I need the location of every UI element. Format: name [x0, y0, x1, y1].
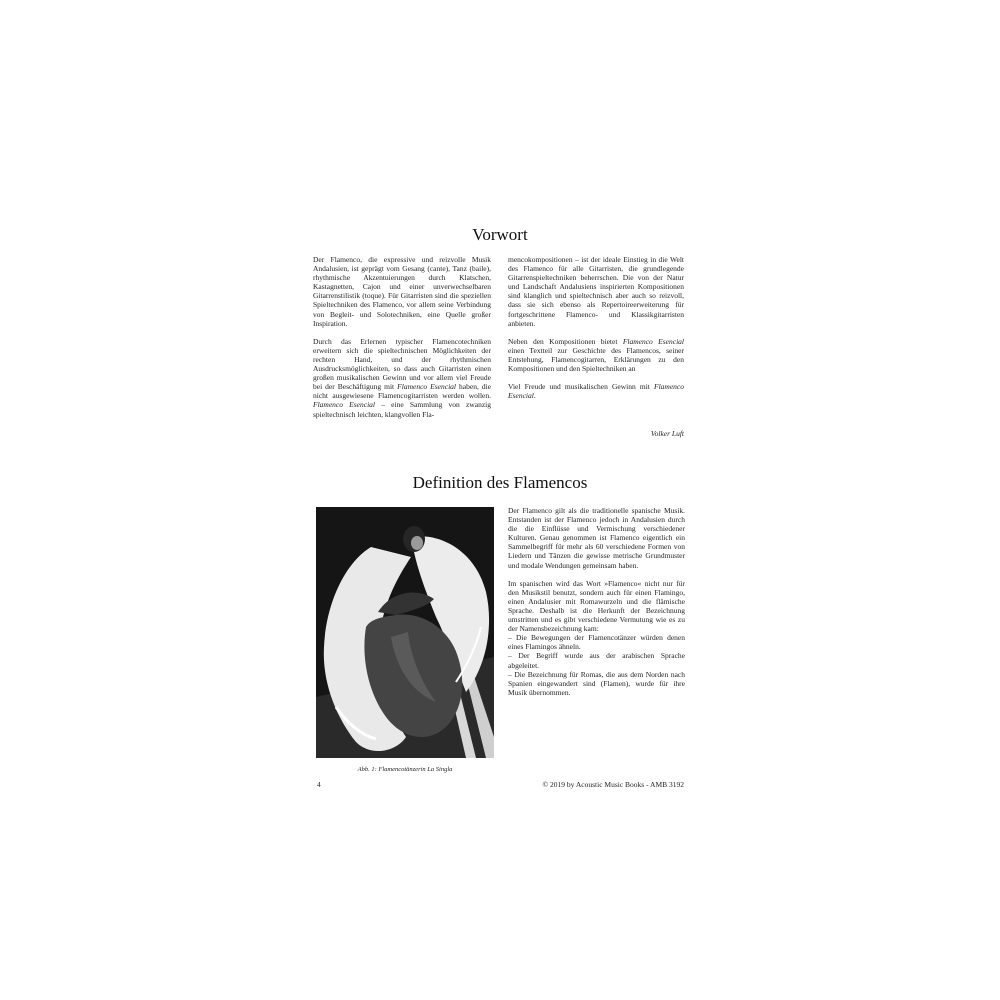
flamenco-dancer-photo — [316, 507, 494, 758]
definition-paragraph-1: Der Flamenco gilt als die traditionelle spanische Musik. Entstanden ist der Flamenco jedoch in Andalusien durch die die Einflüsse und Vermischung verschiedener Kulturen. Genau genommen ist Flamenco eigentlich ein Sammelbegriff für mehr als 60 verschiedene Formen von Liedern und Tänzen die gewisse metrische Grundmuster und modale Wendungen gemeinsam haben. — [508, 506, 685, 570]
book-title: Flamenco Esencial — [508, 382, 684, 401]
book-title: Flamenco Esencial — [397, 382, 456, 392]
vorwort-paragraph-5 — [508, 382, 684, 400]
text-run: haben, die nicht ausgewiesene Flamencogitarristen werden wollen. — [313, 382, 491, 401]
text-run: einen Textteil zur Geschichte des Flamencos, seiner Entstehung, Flamencogitarren, Erklärungen zu den Kompositionen und den Spieltechniken an — [508, 345, 684, 374]
definition-heading: Definition des Flamencos — [412, 473, 588, 492]
vorwort-paragraph-2 — [313, 337, 491, 419]
definition-list-item: – Die Bewegungen der Flamencotänzer würden denen eines Flamingos ähneln. — [508, 633, 685, 652]
text-run: Neben den Kompositionen bietet — [508, 336, 618, 346]
book-title: Flamenco Esencial — [622, 336, 684, 346]
definition-column — [508, 506, 685, 697]
vorwort-paragraph-3: mencokompositionen – ist der ideale Einstieg in die Welt des Flamenco für alle Gitarristen, die grundlegende Gitarrenspieltechniken beherrschen. Die von der Natur und Landschaft Andalusiens inspirierten Kompositionen sind klanglich und spieltechnisch aber auch so reizvoll, dass sie sich ebenso als Repertoireerweiterung für fortgeschrittene Flamenco- und Klassikgitarristen anbieten. — [508, 255, 684, 328]
photo-caption: Abb. 1: Flamencotänzerin La Singla — [357, 766, 453, 773]
text-run: – eine Sammlung von zwanzig spieltechnisch leichten, klangvollen Fla- — [313, 400, 491, 419]
text-run: Durch das Erlernen typischer Flamencotechniken erweitern sich die spieltechnischen Möglichkeiten der rechten Hand, und der rhythmischen Ausdrucksmöglichkeiten, so dass auch Gitarristen einen großen musikalischen Gewinn und vor allem viel Freude bei der Beschäftigung mit — [313, 336, 491, 392]
page-number: 4 — [317, 780, 321, 789]
photo-illustration — [316, 507, 494, 758]
vorwort-column-left — [313, 255, 491, 419]
definition-paragraph-2: Im spanischen wird das Wort »Flamenco« nicht nur für den Musikstil benutzt, sondern auch für einen Flamingo, einen Andalusier mit Romawurzeln und die flämische Sprache. Deshalb ist die Herkunft der Bezeichnung umstritten und es gibt verschiedene Vermutung wie es zu der Namensbezeichnung kam: — [508, 578, 685, 634]
vorwort-paragraph-1: Der Flamenco, die expressive und reizvolle Musik Andalusien, ist geprägt vom Gesang (cante), Tanz (baile), rhythmische Akzentuierungen durch Klatschen, Kastagnetten, Cajon und einer unverwechselbaren Gitarrenstilistik (toque). Für Gitarristen sind die speziellen Spieltechniken des Flamenco, vor allem seine Verbindung von Begleit- und Solotechniken, eine Quelle großer Inspiration. — [313, 255, 491, 328]
copyright-notice: © 2019 by Acoustic Music Books - AMB 3192 — [542, 780, 684, 789]
text-run: Viel Freude und musikalischen Gewinn mit — [508, 382, 650, 392]
vorwort-heading: Vorwort — [472, 225, 528, 244]
vorwort-column-right — [508, 255, 684, 400]
definition-list-item: – Die Bezeichnung für Romas, die aus dem Norden nach Spanien eingewandert sind (Flamen), wurde für ihre Musik übernommen. — [508, 669, 685, 697]
book-title: Flamenco Esencial — [313, 400, 376, 410]
author-signature: Volker Luft — [650, 429, 684, 438]
text-run: . — [533, 391, 536, 401]
vorwort-paragraph-4 — [508, 337, 684, 373]
definition-list-item: – Der Begriff wurde aus der arabischen Sprache abgeleitet. — [508, 651, 685, 670]
